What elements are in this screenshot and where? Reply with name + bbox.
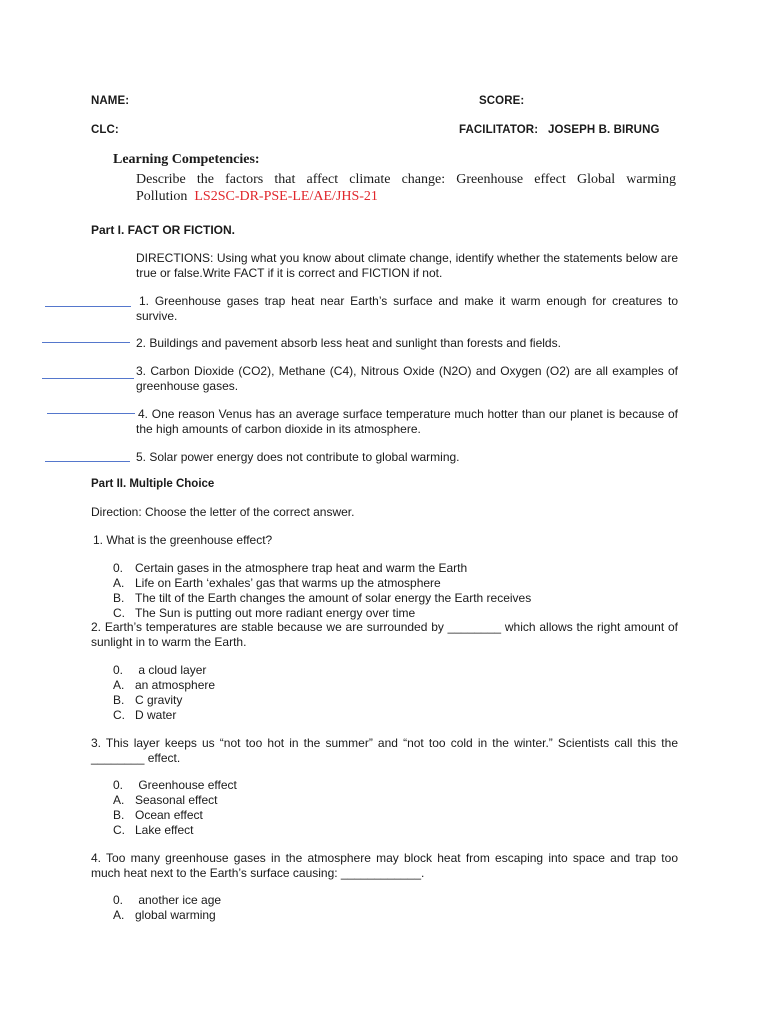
part1-item-3: 3. Carbon Dioxide (CO2), Methane (C4), Nitrous Oxide (N2O) and Oxygen (O2) are all examples of greenhouse gases. [136, 364, 678, 393]
question-2-options [113, 663, 653, 723]
option-label: B. [113, 591, 125, 605]
answer-blank-4[interactable] [47, 413, 135, 414]
option-label: C. [113, 708, 125, 722]
answer-blank-3[interactable] [42, 378, 134, 379]
question-2: 2. Earth’s temperatures are stable because we are surrounded by ________ which allows the right amount of sunlight in to warm the Earth. [91, 620, 678, 649]
option-text: Greenhouse effect [135, 778, 237, 792]
learning-competencies-line2 [136, 188, 378, 205]
part1-item-5: 5. Solar power energy does not contribute to global warming. [136, 450, 460, 464]
option-label: A. [113, 908, 125, 922]
pollution-label: Pollution [136, 189, 188, 204]
option-label: A. [113, 576, 125, 590]
answer-blank-1[interactable] [45, 306, 131, 307]
score-label: SCORE: [479, 95, 525, 107]
part1-item-2: 2. Buildings and pavement absorb less heat and sunlight than forests and fields. [136, 336, 561, 350]
option-text: Life on Earth ‘exhales’ gas that warms up the atmosphere [135, 576, 441, 590]
answer-blank-5[interactable] [45, 461, 130, 462]
option-text: global warming [135, 908, 216, 922]
part2-direction: Direction: Choose the letter of the correct answer. [91, 505, 355, 519]
part1-title: Part I. FACT OR FICTION. [91, 223, 236, 237]
option-label: 0. [113, 663, 124, 677]
question-3-options [113, 778, 653, 838]
option-text: C gravity [135, 693, 183, 707]
part2-title: Part II. Multiple Choice [91, 478, 215, 490]
option-text: an atmosphere [135, 678, 216, 692]
option-text: The tilt of the Earth changes the amount of solar energy the Earth receives [135, 591, 532, 605]
option-text: Lake effect [135, 823, 194, 837]
option-text: Certain gases in the atmosphere trap heat and warm the Earth [135, 561, 468, 575]
option-text: The Sun is putting out more radiant energy over time [135, 606, 416, 620]
name-label: NAME: [91, 95, 130, 107]
option-label: C. [113, 606, 125, 620]
learning-competencies-title: Learning Competencies: [113, 152, 260, 167]
question-3: 3. This layer keeps us “not too hot in the summer” and “not too cold in the winter.” Scientists call this the ________ effect. [91, 736, 678, 765]
option-label: 0. [113, 778, 124, 792]
option-label: A. [113, 678, 125, 692]
question-1-options [113, 561, 653, 621]
question-1: 1. What is the greenhouse effect? [93, 533, 273, 547]
question-4: 4. Too many greenhouse gases in the atmosphere may block heat from escaping into space and trap too much heat next to the Earth’s surface causing: ____________. [91, 851, 678, 880]
option-text: a cloud layer [135, 663, 207, 677]
option-label: A. [113, 793, 125, 807]
option-label: B. [113, 808, 125, 822]
learning-competencies-line1: Describe the factors that affect climate change: Greenhouse effect Global warming [136, 172, 676, 187]
option-text: another ice age [135, 893, 222, 907]
clc-label: CLC: [91, 124, 119, 136]
option-text: Ocean effect [135, 808, 203, 822]
option-label: 0. [113, 561, 124, 575]
option-text: D water [135, 708, 177, 722]
part1-directions: DIRECTIONS: Using what you know about climate change, identify whether the statements below are true or false.Write FACT if it is correct and FICTION if not. [136, 251, 678, 280]
option-text: Seasonal effect [135, 793, 218, 807]
option-label: C. [113, 823, 125, 837]
option-label: B. [113, 693, 125, 707]
question-4-options [113, 893, 653, 923]
facilitator-label: FACILITATOR: JOSEPH B. BIRUNG [459, 124, 660, 136]
part1-item-4: 4. One reason Venus has an average surface temperature much hotter than our planet is because of the high amounts of carbon dioxide in its atmosphere. [136, 407, 678, 436]
option-label: 0. [113, 893, 124, 907]
competency-code: LS2SC-DR-PSE-LE/AE/JHS-21 [194, 189, 378, 204]
part1-item-1: 1. Greenhouse gases trap heat near Earth’s surface and make it warm enough for creatures to survive. [136, 294, 678, 323]
answer-blank-2[interactable] [42, 342, 130, 343]
